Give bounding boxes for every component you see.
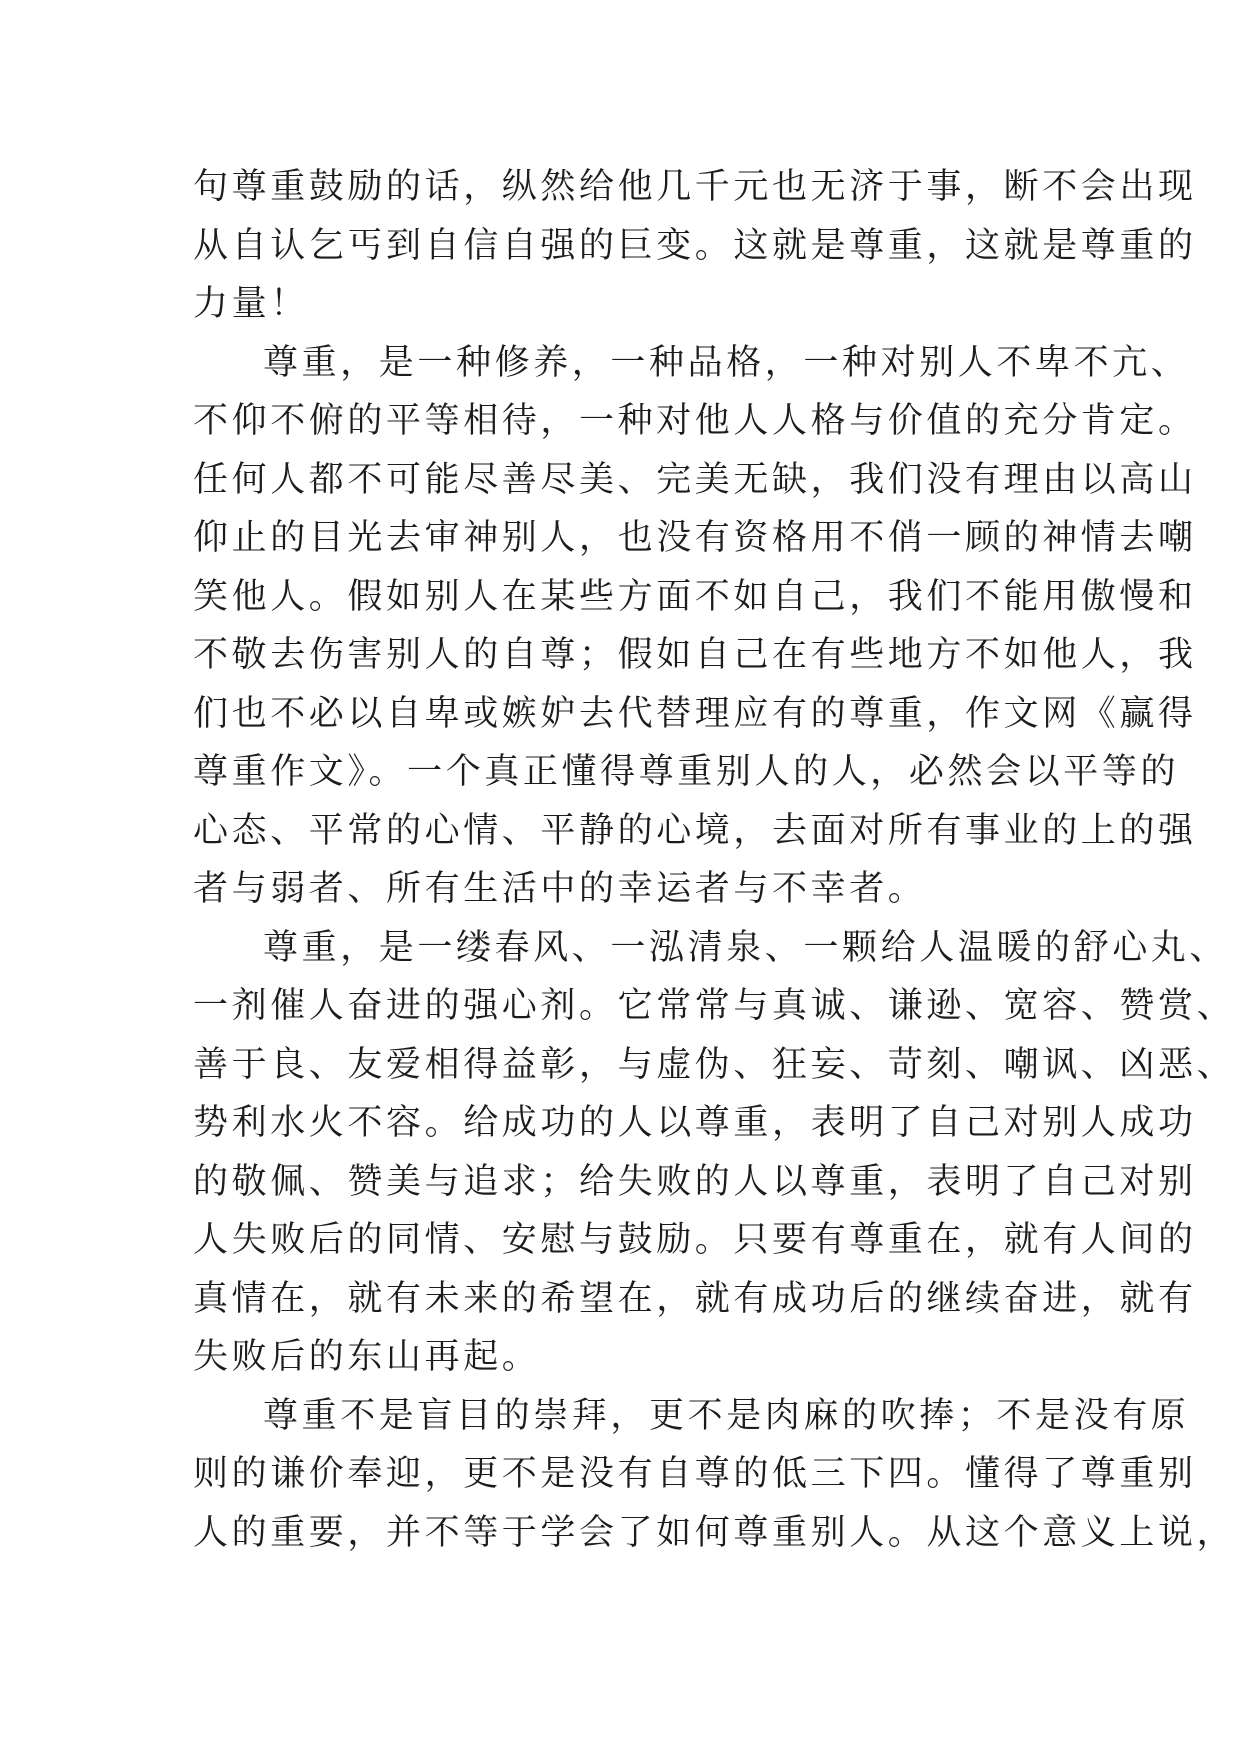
text-line: 人的重要，并不等于学会了如何尊重别人。从这个意义上说， xyxy=(193,1512,1236,1553)
text-line: 句尊重鼓励的话，纵然给他几千元也无济于事，断不会出现 xyxy=(193,167,1197,207)
text-line: 尊重，是一种修养，一种品格，一种对别人不卑不亢、 xyxy=(263,342,1190,383)
text-line: 笑他人。假如别人在某些方面不如自己，我们不能用傲慢和 xyxy=(193,576,1197,617)
body-text xyxy=(193,158,1236,1562)
text-line: 任何人都不可能尽善尽美、完美无缺，我们没有理由以高山 xyxy=(193,459,1197,500)
text-line: 善于良、友爱相得益彰，与虚伪、狂妄、苛刻、嘲讽、凶恶、 xyxy=(193,1044,1236,1085)
text-line: 则的谦价奉迎，更不是没有自尊的低三下四。懂得了尊重别 xyxy=(193,1454,1197,1494)
text-line: 尊重作文》。一个真正懂得尊重别人的人，必然会以平等的 xyxy=(193,752,1180,792)
text-line: 仰止的目光去审神别人，也没有资格用不俏一顾的神情去嘲 xyxy=(193,518,1197,558)
text-line: 者与弱者、所有生活中的幸运者与不幸者。 xyxy=(193,869,927,909)
text-line: 尊重不是盲目的崇拜，更不是肉麻的吹捧；不是没有原 xyxy=(263,1395,1190,1436)
text-line: 势利水火不容。给成功的人以尊重，表明了自己对别人成功 xyxy=(193,1103,1197,1143)
text-line: 人失败后的同情、安慰与鼓励。只要有尊重在，就有人间的 xyxy=(193,1220,1197,1260)
text-line: 真情在，就有未来的希望在，就有成功后的继续奋进，就有 xyxy=(193,1278,1197,1319)
text-line: 不敬去伤害别人的自尊；假如自己在有些地方不如他人，我 xyxy=(193,635,1197,675)
text-line: 心态、平常的心情、平静的心境，去面对所有事业的上的强 xyxy=(193,810,1197,851)
text-line: 失败后的东山再起。 xyxy=(193,1337,541,1377)
text-line: 的敬佩、赞美与追求；给失败的人以尊重，表明了自己对别 xyxy=(193,1161,1197,1202)
text-line: 力量！ xyxy=(193,284,309,324)
text-line: 尊重，是一缕春风、一泓清泉、一颗给人温暖的舒心丸、 xyxy=(263,927,1229,968)
text-line: 一剂催人奋进的强心剂。它常常与真诚、谦逊、宽容、赞赏、 xyxy=(193,986,1236,1026)
text-line: 从自认乞丐到自信自强的巨变。这就是尊重，这就是尊重的 xyxy=(193,225,1197,266)
text-line: 不仰不俯的平等相待，一种对他人人格与价值的充分肯定。 xyxy=(193,401,1197,441)
text-line: 们也不必以自卑或嫉妒去代替理应有的尊重，作文网《赢得 xyxy=(193,693,1197,734)
